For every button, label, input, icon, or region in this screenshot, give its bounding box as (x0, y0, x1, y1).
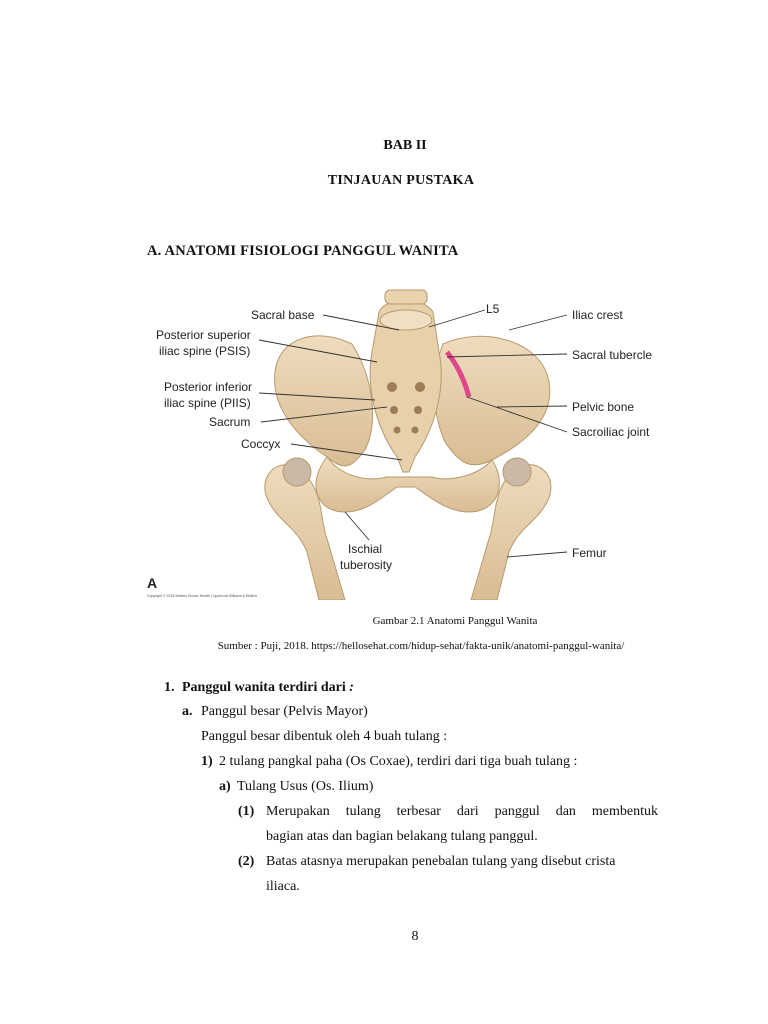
pelvis-illustration (147, 282, 666, 600)
label-ischial-line2: tuberosity (340, 558, 393, 572)
list-item-1-paren-text: 2 tulang pangkal paha (Os Coxae), terdiri dari tiga buah tulang : (219, 754, 578, 769)
label-ischial-line1: Ischial (348, 542, 383, 556)
figure-copyright: Copyright © 2018 Wolters Kluwer Health | Lippincott Williams & Wilkins (147, 594, 258, 598)
label-sacrum: Sacrum (209, 415, 251, 429)
label-pelvic-bone: Pelvic bone (572, 400, 635, 414)
page-number: 8 (411, 929, 419, 944)
list-item-p1-line2: bagian atas dan bagian belakang tulang panggul. (266, 829, 538, 844)
list-item-p2-line2: iliaca. (266, 879, 300, 894)
label-sacral-tubercle: Sacral tubercle (572, 348, 653, 362)
list-item-a-text: Panggul besar (Pelvis Mayor) (201, 704, 368, 719)
list-label-1-paren: 1) (201, 754, 213, 769)
label-piis-line1: Posterior inferior (164, 380, 253, 394)
list-item-1 (182, 679, 354, 697)
section-heading: A. ANATOMI FISIOLOGI PANGGUL WANITA (147, 243, 459, 259)
list-label-p1: (1) (238, 804, 255, 819)
label-femur: Femur (572, 546, 607, 560)
pelvis-figure (147, 282, 666, 600)
label-psis-line1: Posterior superior (156, 328, 251, 342)
chapter-heading: BAB II (383, 138, 427, 153)
label-l5: L5 (486, 302, 500, 316)
list-item-1-colon: : (349, 680, 354, 695)
panel-letter: A (147, 575, 158, 591)
chapter-title: TINJAUAN PUSTAKA (327, 173, 475, 188)
list-item-1-text: Panggul wanita terdiri dari (182, 680, 346, 695)
list-number-1: 1. (164, 680, 175, 695)
list-label-a: a. (182, 704, 193, 719)
label-psis-line2: iliac spine (PSIS) (159, 344, 251, 358)
list-item-p1-line1: Merupakan tulang terbesar dari panggul dan membentuk (266, 804, 658, 819)
label-iliac-crest: Iliac crest (572, 308, 623, 322)
list-label-a-paren: a) (219, 779, 231, 794)
list-item-a-description: Panggul besar dibentuk oleh 4 buah tulang : (201, 729, 448, 744)
pelvis-bones (265, 290, 551, 600)
label-piis-line2: iliac spine (PIIS) (164, 396, 251, 410)
list-item-a-paren-text: Tulang Usus (Os. Ilium) (237, 779, 374, 794)
figure-source: Sumber : Puji, 2018. https://hellosehat.com/hidup-sehat/fakta-unik/anatomi-panggul-wanita/ (217, 640, 625, 652)
list-label-p2: (2) (238, 854, 255, 869)
label-coccyx: Coccyx (241, 437, 281, 451)
label-sacral-base: Sacral base (251, 308, 315, 322)
figure-caption: Gambar 2.1 Anatomi Panggul Wanita (372, 615, 538, 627)
label-sacroiliac-joint: Sacroiliac joint (572, 425, 650, 439)
list-item-p2-line1: Batas atasnya merupakan penebalan tulang yang disebut crista (266, 854, 616, 869)
